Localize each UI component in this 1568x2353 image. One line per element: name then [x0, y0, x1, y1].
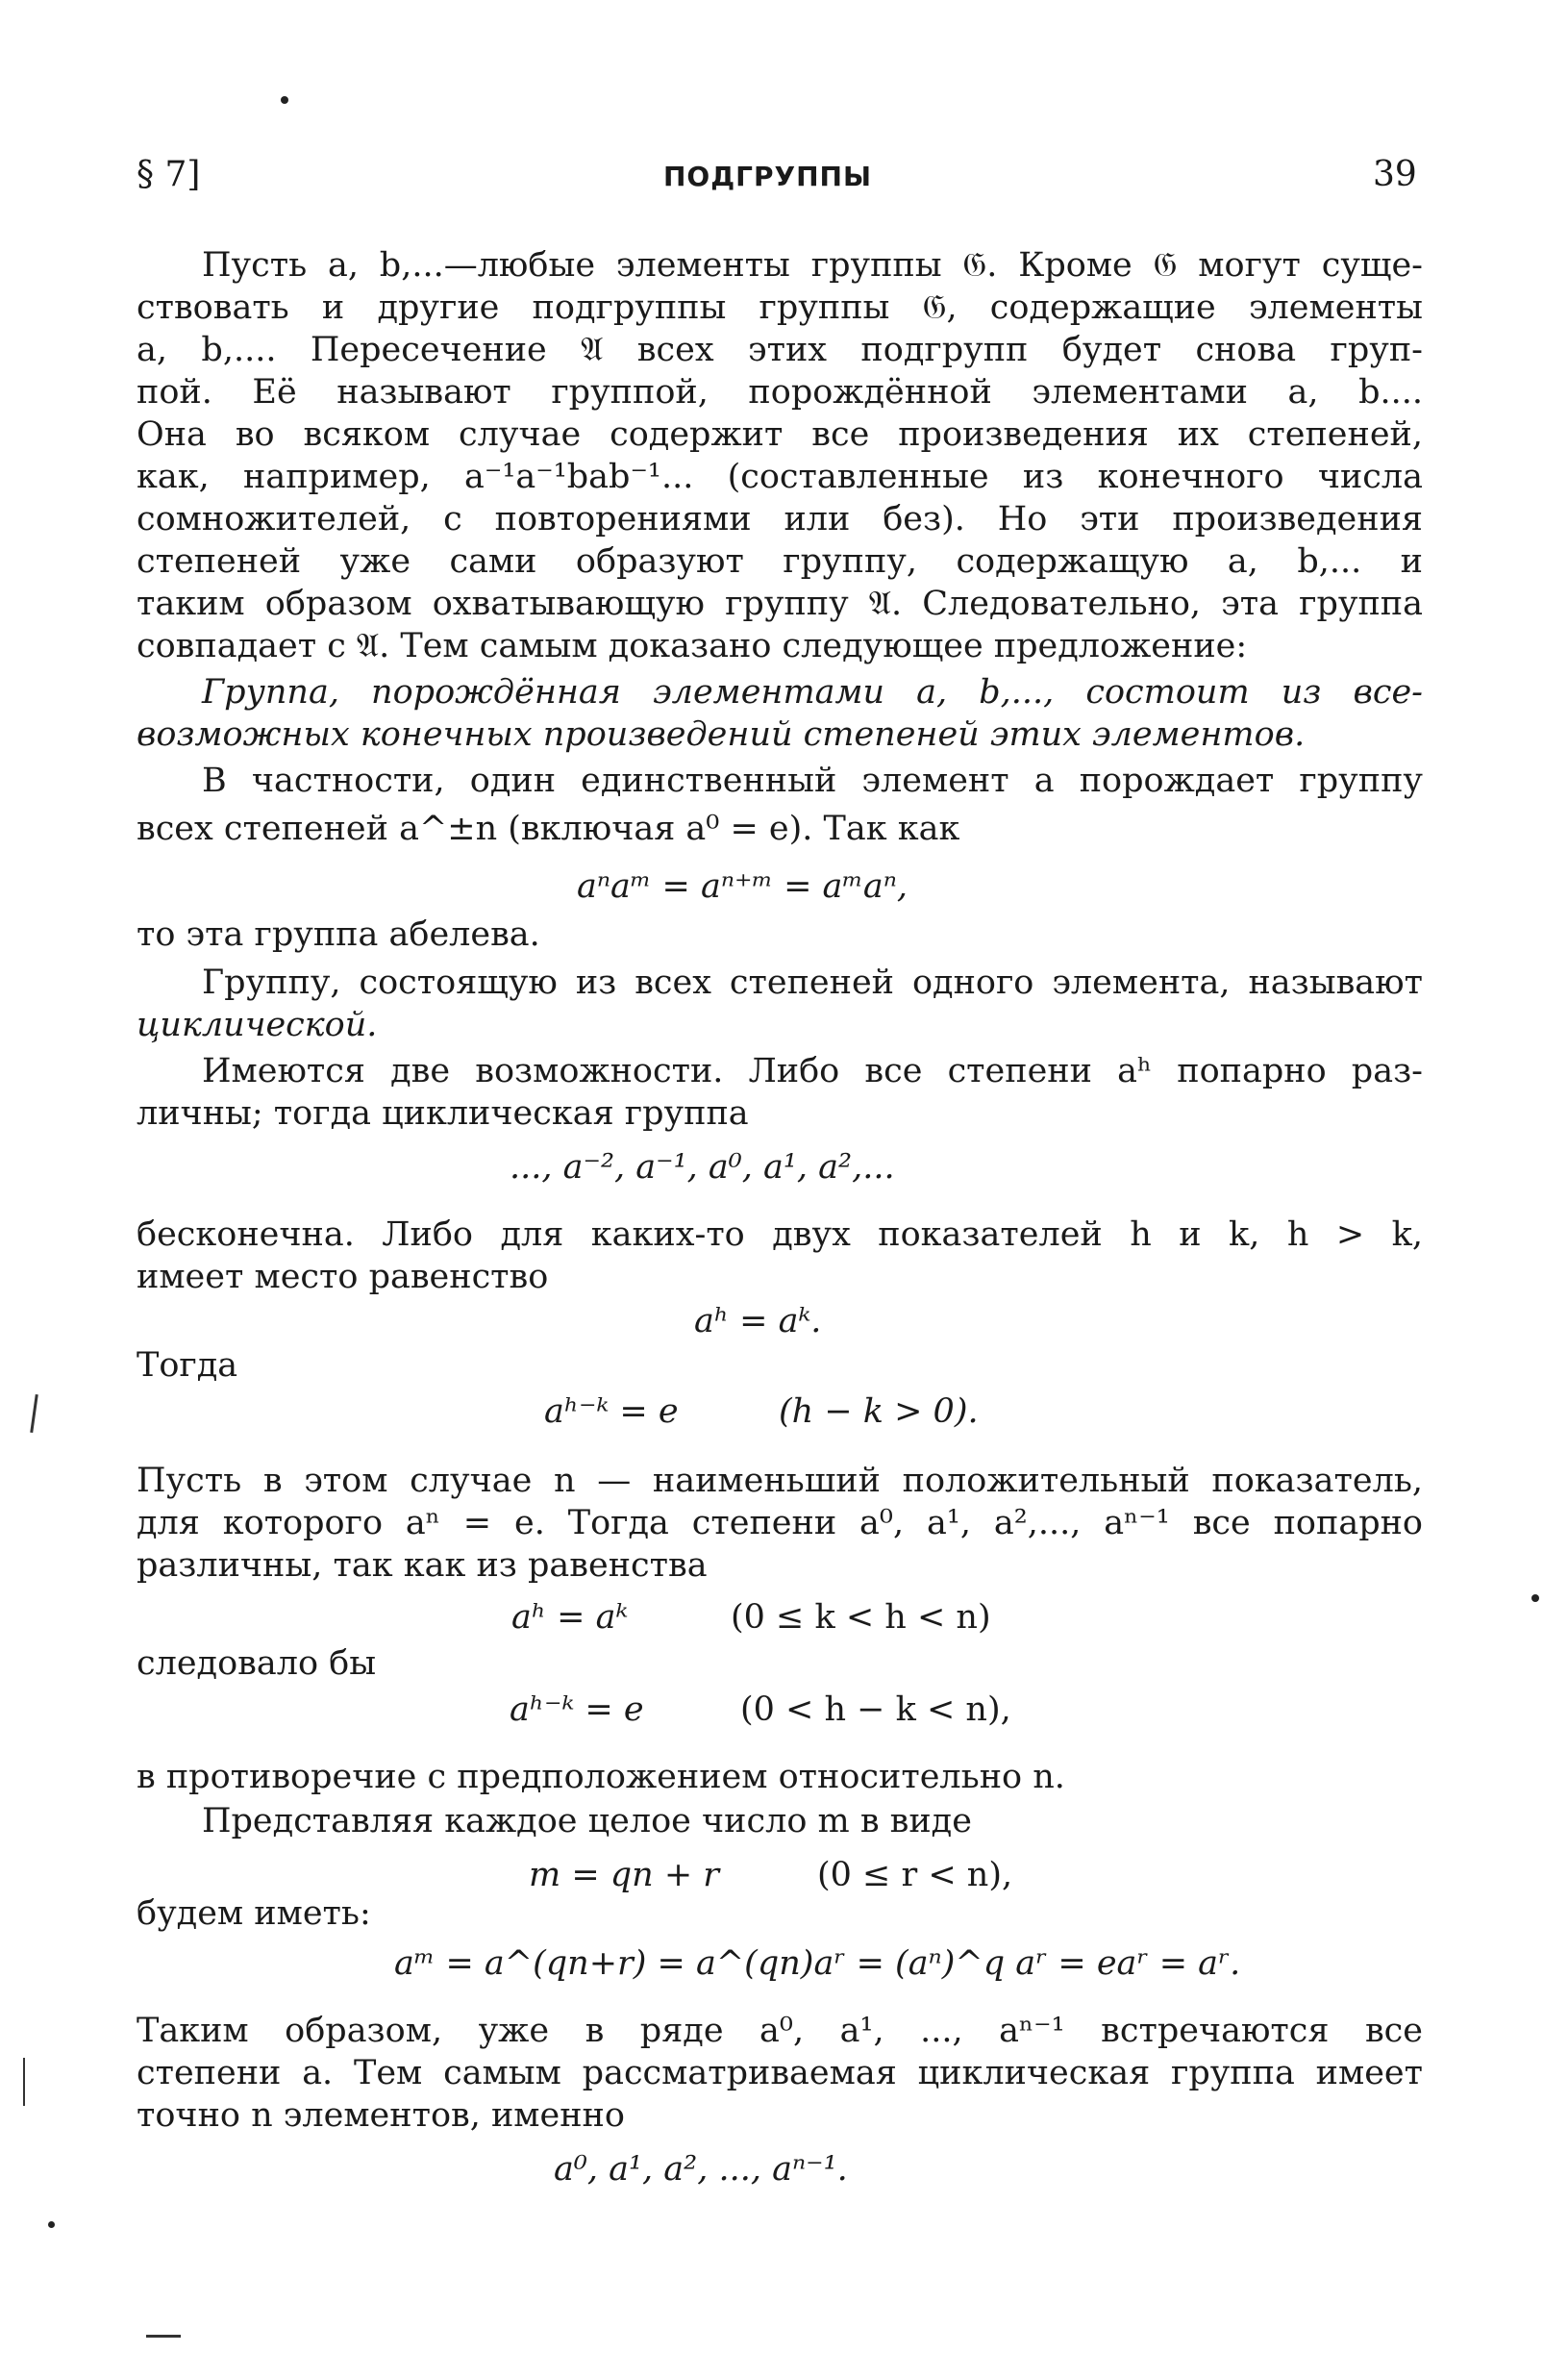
text-line: всех степеней a^±n (включая a⁰ = e). Так как — [137, 810, 960, 848]
text-line: совпадает с 𝔄. Тем самым доказано следующее предложение: — [137, 627, 1248, 665]
text-line: Имеются две возможности. Либо все степени aʰ попарно раз- — [202, 1052, 1423, 1090]
equation-reduction: aᵐ = a^(qn+r) = a^(qn)aʳ = (aⁿ)^q aʳ = eaʳ = aʳ. — [394, 1944, 1241, 1983]
equation-element-list: a⁰, a¹, a², ..., aⁿ⁻¹. — [554, 2150, 848, 2189]
equation-equal-powers: aʰ = aᵏ. — [694, 1302, 822, 1340]
text-line: Она во всяком случае содержит все произведения их степеней, — [137, 415, 1423, 454]
text-line: имеет место равенство — [137, 1258, 549, 1296]
text-line: пой. Её называют группой, порождённой элементами a, b.... — [137, 373, 1423, 412]
text-line: Представляя каждое целое число m в виде — [202, 1802, 972, 1840]
equation-power-product: aⁿaᵐ = aⁿ⁺ᵐ = aᵐaⁿ, — [577, 867, 908, 906]
text-line: личны; тогда циклическая группа — [137, 1094, 749, 1133]
text-line: Пусть в этом случае n — наименьший положительный показатель, — [137, 1462, 1423, 1500]
text-line: Таким образом, уже в ряде a⁰, a¹, ..., aⁿ⁻¹ встречаются все — [137, 2012, 1423, 2050]
text-line: будем иметь: — [137, 1894, 371, 1933]
text-line: Тогда — [137, 1346, 238, 1385]
text-line: сомножителей, с повторениями или без). Но эти произведения — [137, 500, 1423, 538]
scan-speck — [48, 2221, 55, 2228]
text-line: Группу, состоящую из всех степеней одного элемента, называют — [202, 964, 1423, 1002]
text-line: точно n элементов, именно — [137, 2096, 625, 2135]
theorem-line: Группа, порождённая элементами a, b,..., состоит из все- — [202, 673, 1423, 712]
text-line: как, например, a⁻¹a⁻¹bab⁻¹... (составленные из конечного числа — [137, 458, 1423, 496]
equation-condition: (0 ≤ k < h < n) — [731, 1598, 991, 1637]
scan-stroke — [30, 1394, 38, 1433]
scan-speck — [1531, 1594, 1539, 1602]
text-line: a, b,.... Пересечение 𝔄 всех этих подгрупп будет снова груп- — [137, 331, 1423, 369]
text-line: следовало бы — [137, 1644, 377, 1683]
text-line: Пусть a, b,...—любые элементы группы 𝔊. Кроме 𝔊 могут суще- — [202, 246, 1423, 285]
page-number: 39 — [1373, 155, 1417, 194]
equation-equal-powers: aʰ = aᵏ — [511, 1598, 629, 1637]
text-line: степеней уже сами образуют группу, содержащую a, b,... и — [137, 542, 1423, 581]
equation-condition: (h − k > 0). — [779, 1392, 979, 1431]
text-line: степени a. Тем самым рассматриваемая циклическая группа имеет — [137, 2054, 1423, 2092]
running-title: ПОДГРУППЫ — [663, 161, 873, 192]
text-line: различны, так как из равенства — [137, 1546, 708, 1585]
equation-identity: aʰ⁻ᵏ = e — [544, 1392, 679, 1431]
scan-stroke — [146, 2335, 181, 2338]
term-cyclic: циклической. — [137, 1006, 378, 1044]
text-line: то эта группа абелева. — [137, 915, 540, 954]
scan-stroke — [23, 2058, 25, 2106]
text-line: В частности, один единственный элемент a порождает группу — [202, 762, 1423, 800]
scan-speck — [281, 96, 288, 104]
equation-division: m = qn + r — [529, 1856, 720, 1894]
equation-condition: (0 < h − k < n), — [740, 1690, 1011, 1729]
theorem-line: возможных конечных произведений степеней этих элементов. — [137, 715, 1306, 754]
text-line: таким образом охватывающую группу 𝔄. Следовательно, эта группа — [137, 585, 1423, 623]
text-line: для которого aⁿ = e. Тогда степени a⁰, a¹, a²,..., aⁿ⁻¹ все попарно — [137, 1504, 1423, 1542]
equation-infinite-sequence: ..., a⁻², a⁻¹, a⁰, a¹, a²,... — [510, 1148, 895, 1187]
text-line: ствовать и другие подгруппы группы 𝔊, содержащие элементы — [137, 288, 1423, 327]
text-line: в противоречие с предположением относительно n. — [137, 1758, 1065, 1796]
equation-identity: aʰ⁻ᵏ = e — [510, 1690, 644, 1729]
equation-condition: (0 ≤ r < n), — [817, 1856, 1013, 1894]
text-line: бесконечна. Либо для каких-то двух показателей h и k, h > k, — [137, 1215, 1423, 1254]
section-reference: § 7] — [137, 155, 201, 194]
